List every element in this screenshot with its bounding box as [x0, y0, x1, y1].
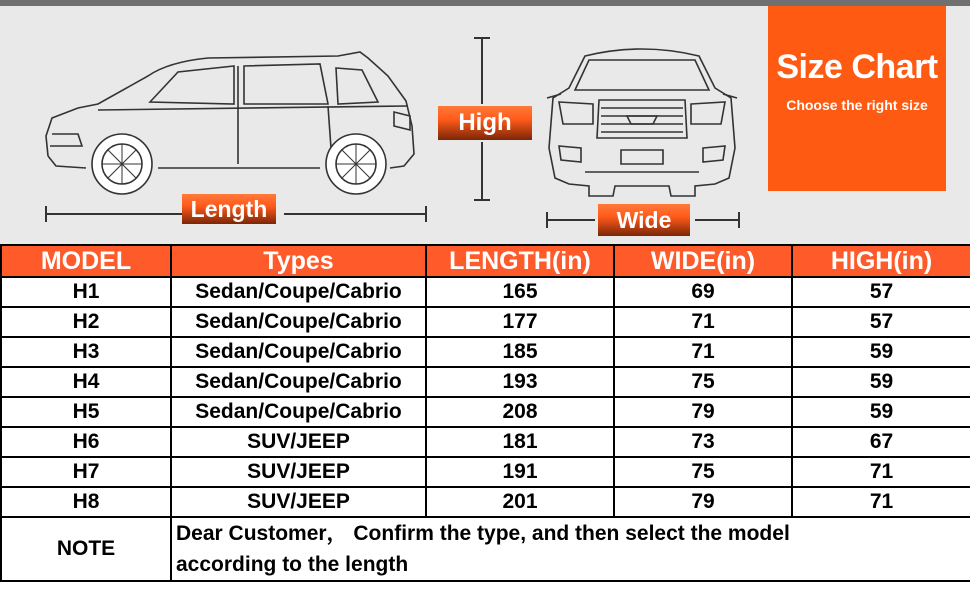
wide-cell: 71 [614, 307, 792, 337]
high-cell: 59 [792, 367, 970, 397]
wide-cell: 79 [614, 397, 792, 427]
types-cell: Sedan/Coupe/Cabrio [171, 397, 426, 427]
wide-cell: 79 [614, 487, 792, 517]
length-cell: 193 [426, 367, 614, 397]
model-cell: H6 [1, 427, 171, 457]
table-row [1, 397, 970, 427]
length-cell: 201 [426, 487, 614, 517]
length-cell: 191 [426, 457, 614, 487]
wide-cell: 71 [614, 337, 792, 367]
model-cell: H2 [1, 307, 171, 337]
high-cell: 71 [792, 457, 970, 487]
suv-front-view-icon [545, 38, 740, 198]
types-cell: SUV/JEEP [171, 487, 426, 517]
types-cell: Sedan/Coupe/Cabrio [171, 277, 426, 307]
table-header-row [1, 245, 970, 277]
table-row [1, 367, 970, 397]
diagram-area [0, 0, 970, 244]
types-cell: Sedan/Coupe/Cabrio [171, 307, 426, 337]
note-line-1: Dear Customer， Confirm the type, and then select the model [176, 522, 790, 545]
length-cell: 208 [426, 397, 614, 427]
model-cell: H4 [1, 367, 171, 397]
length-cell: 177 [426, 307, 614, 337]
wide-cell: 69 [614, 277, 792, 307]
header-types: Types [171, 245, 426, 277]
table-row [1, 457, 970, 487]
model-cell: H3 [1, 337, 171, 367]
table-row [1, 337, 970, 367]
model-cell: H1 [1, 277, 171, 307]
high-cell: 71 [792, 487, 970, 517]
model-cell: H7 [1, 457, 171, 487]
header-wide: WIDE(in) [614, 245, 792, 277]
size-chart-banner [768, 6, 946, 191]
banner-title: Size Chart [776, 48, 938, 86]
note-label: NOTE [1, 517, 171, 581]
high-cell: 57 [792, 277, 970, 307]
header-length: LENGTH(in) [426, 245, 614, 277]
note-line-2: according to the length [176, 553, 409, 576]
table-row [1, 487, 970, 517]
high-cell: 59 [792, 397, 970, 427]
model-cell: H5 [1, 397, 171, 427]
types-cell: Sedan/Coupe/Cabrio [171, 367, 426, 397]
size-table [0, 244, 970, 582]
types-cell: SUV/JEEP [171, 427, 426, 457]
wide-cell: 73 [614, 427, 792, 457]
table-row [1, 277, 970, 307]
high-cell: 67 [792, 427, 970, 457]
length-cell: 165 [426, 277, 614, 307]
high-label: High [438, 106, 532, 140]
model-cell: H8 [1, 487, 171, 517]
header-model: MODEL [1, 245, 171, 277]
header-high: HIGH(in) [792, 245, 970, 277]
high-cell: 59 [792, 337, 970, 367]
length-cell: 185 [426, 337, 614, 367]
table-row [1, 427, 970, 457]
banner-subtitle: Choose the right size [786, 97, 928, 113]
table-row [1, 307, 970, 337]
wide-cell: 75 [614, 457, 792, 487]
types-cell: Sedan/Coupe/Cabrio [171, 337, 426, 367]
wide-cell: 75 [614, 367, 792, 397]
wide-label: Wide [598, 204, 690, 236]
types-cell: SUV/JEEP [171, 457, 426, 487]
length-cell: 181 [426, 427, 614, 457]
suv-side-view-icon [38, 46, 428, 201]
length-label: Length [182, 194, 276, 224]
note-row [1, 517, 970, 581]
high-cell: 57 [792, 307, 970, 337]
note-text [171, 517, 970, 581]
